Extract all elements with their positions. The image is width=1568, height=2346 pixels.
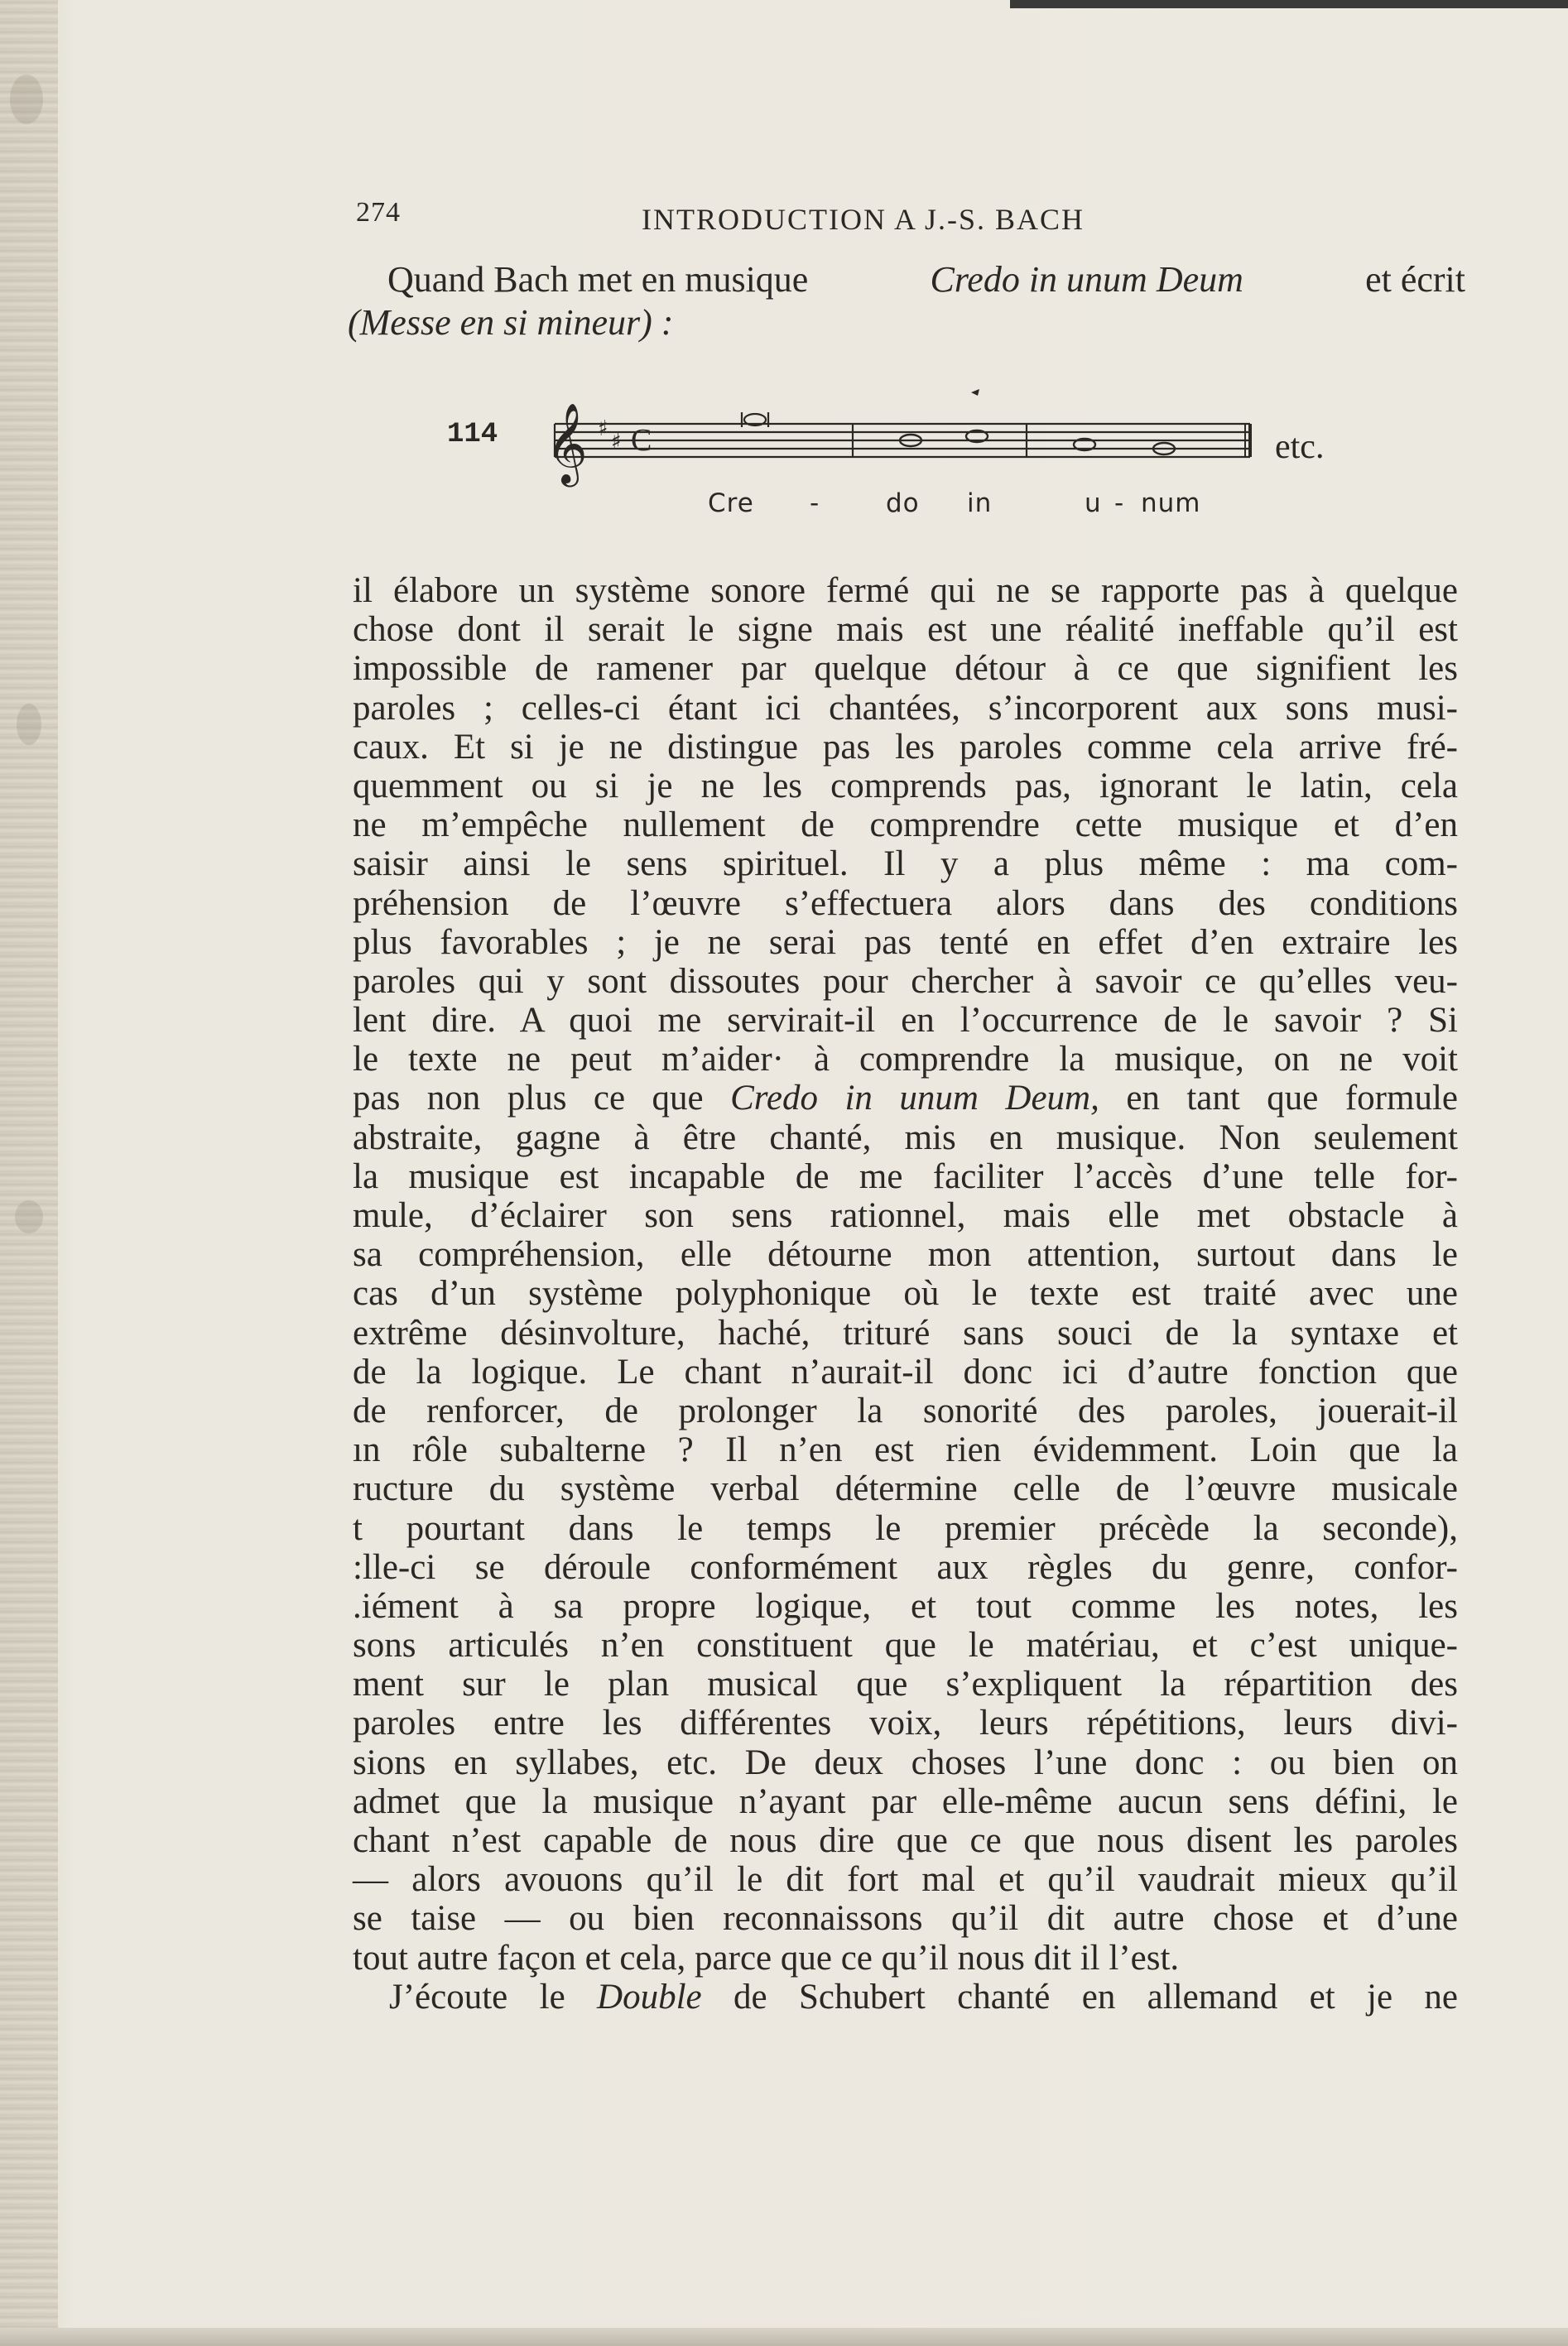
text-segment: J’écoute le [389,1977,565,2017]
text-line: sa compréhension, elle détourne mon attention, surtout dans le [353,1235,1458,1275]
text-line: — alors avouons qu’il le dit fort mal et qu’il vaudrait mieux qu’il [353,1860,1458,1900]
text-line: paroles entre les différentes voix, leurs répétitions, leurs divi- [353,1704,1458,1743]
top-edge-shadow [1010,0,1568,8]
text-line: sions en syllabes, etc. De deux choses l’une donc : ou bien on [353,1743,1458,1782]
text-line-with-italic [353,1079,1458,1118]
text-line: caux. Et si je ne distingue pas les paroles comme cela arrive fré- [353,727,1458,767]
text-line: ne m’empêche nullement de comprendre cette musique et d’en [353,805,1458,845]
text-line: lent dire. A quoi me servirait-il en l’occurrence de le savoir ? Si [353,1001,1458,1041]
text-line: ructure du système verbal détermine celle de l’œuvre musicale [353,1469,1458,1509]
text-segment: de Schubert chanté en allemand et je ne [733,1977,1459,2017]
text-line: sons articulés n’en constituent que le matériau, et c’est unique- [353,1626,1458,1666]
lyric-hyphen: - [1114,488,1125,518]
text-line: mule, d’éclairer son sens rationnel, mais elle met obstacle à [353,1196,1458,1235]
intro-italic-phrase: Credo in unum Deum [930,259,1243,300]
text-line: t pourtant dans le temps le premier précède la seconde), [353,1508,1458,1548]
stain-mark [15,1200,43,1233]
text-line: cas d’un système polyphonique où le texte est traité avec une [353,1274,1458,1314]
text-line: il élabore un système sonore fermé qui ne se rapporte pas à quelque [353,571,1458,610]
text-line-last-paragraph [353,1978,1458,2017]
binding-edge [0,0,58,2346]
text-line: de la logique. Le chant n’aurait-il donc ici d’autre fonction que [353,1352,1458,1392]
time-signature-c: C [631,423,652,458]
etc-text: etc. [1275,428,1325,466]
text-line: tout autre façon et cela, parce que ce qu’il nous dit il l’est. [353,1938,1180,1978]
lyric-syllable: do [886,488,920,518]
intro-line-1 [348,258,1465,301]
text-line: la musique est incapable de me faciliter l’accès d’une telle for- [353,1156,1458,1196]
bottom-edge [0,2328,1568,2346]
text-line: ın rôle subalterne ? Il n’en est rien évidemment. Loin que la [353,1430,1458,1470]
text-line: paroles ; celles-ci étant ici chantées, s’incorporent aux sons musi- [353,688,1458,728]
text-line: saisir ainsi le sens spirituel. Il y a plus même : ma com- [353,844,1458,884]
music-example [447,373,1358,538]
sharp-icon: ♯ [598,416,608,441]
example-number: 114 [447,419,498,450]
page-number: 274 [356,197,401,228]
text-segment: en tant que formule [1126,1079,1458,1118]
stain-mark [10,75,43,124]
sharp-icon: ♯ [611,430,622,454]
text-line: chose dont il serait le signe mais est une réalité ineffable qu’il est [353,610,1458,650]
text-line: préhension de l’œuvre s’effectuera alors dans des conditions [353,883,1458,923]
text-line: quemment ou si je ne les comprends pas, ignorant le latin, cela [353,766,1458,805]
ink-mark [971,389,979,396]
text-line: chant n’est capable de nous dire que ce que nous disent les paroles [353,1821,1458,1860]
intro-paragraph [348,258,1465,344]
text-line: .iément à sa propre logique, et tout comme les notes, les [353,1586,1458,1626]
text-line: de renforcer, de prolonger la sonorité des paroles, jouerait-il [353,1391,1458,1430]
music-staff [538,381,1283,488]
stain-mark [17,704,41,745]
intro-line-2 [348,301,1465,344]
intro-tail-text: et écrit [1365,259,1465,300]
breve-note-icon [742,412,768,427]
running-title: INTRODUCTION A J.-S. BACH [642,203,1085,236]
body-paragraph [353,571,1458,2017]
text-segment: pas non plus ce que [353,1079,704,1118]
lyric-hyphen: - [810,488,820,518]
text-line: se taise — ou bien reconnaissons qu’il dit autre chose et d’une [353,1899,1458,1939]
lyric-syllable: u [1085,488,1102,518]
text-line: admet que la musique n’ayant par elle-même aucun sens défini, le [353,1781,1458,1821]
text-line: extrême désinvolture, haché, trituré sans souci de la syntaxe et [353,1313,1458,1353]
text-line: ment sur le plan musical que s’expliquent la répartition des [353,1665,1458,1704]
text-line: plus favorables ; je ne serai pas tenté en effet d’en extraire les [353,922,1458,962]
intro-lead-text: Quand Bach met en musique [387,259,809,300]
intro-mass-title: (Messe en si mineur) : [348,302,674,343]
italic-phrase: Credo in unum Deum, [730,1079,1099,1118]
text-line: impossible de ramener par quelque détour à ce que signifient les [353,649,1458,689]
text-line: :lle-ci se déroule conformément aux règles du genre, confor- [353,1547,1458,1587]
lyric-syllable: num [1141,488,1201,518]
text-line: abstraite, gagne à être chanté, mis en musique. Non seulement [353,1118,1458,1157]
italic-work-title: Double [597,1977,702,2017]
lyric-syllable: in [967,488,993,518]
running-head [356,197,1457,247]
text-line: paroles qui y sont dissoutes pour chercher à savoir ce qu’elles veu- [353,961,1458,1001]
lyric-syllable: Cre [708,488,754,518]
text-line: le texte ne peut m’aider· à comprendre la musique, on ne voit [353,1040,1458,1079]
treble-clef-icon: 𝄞 [546,402,588,483]
